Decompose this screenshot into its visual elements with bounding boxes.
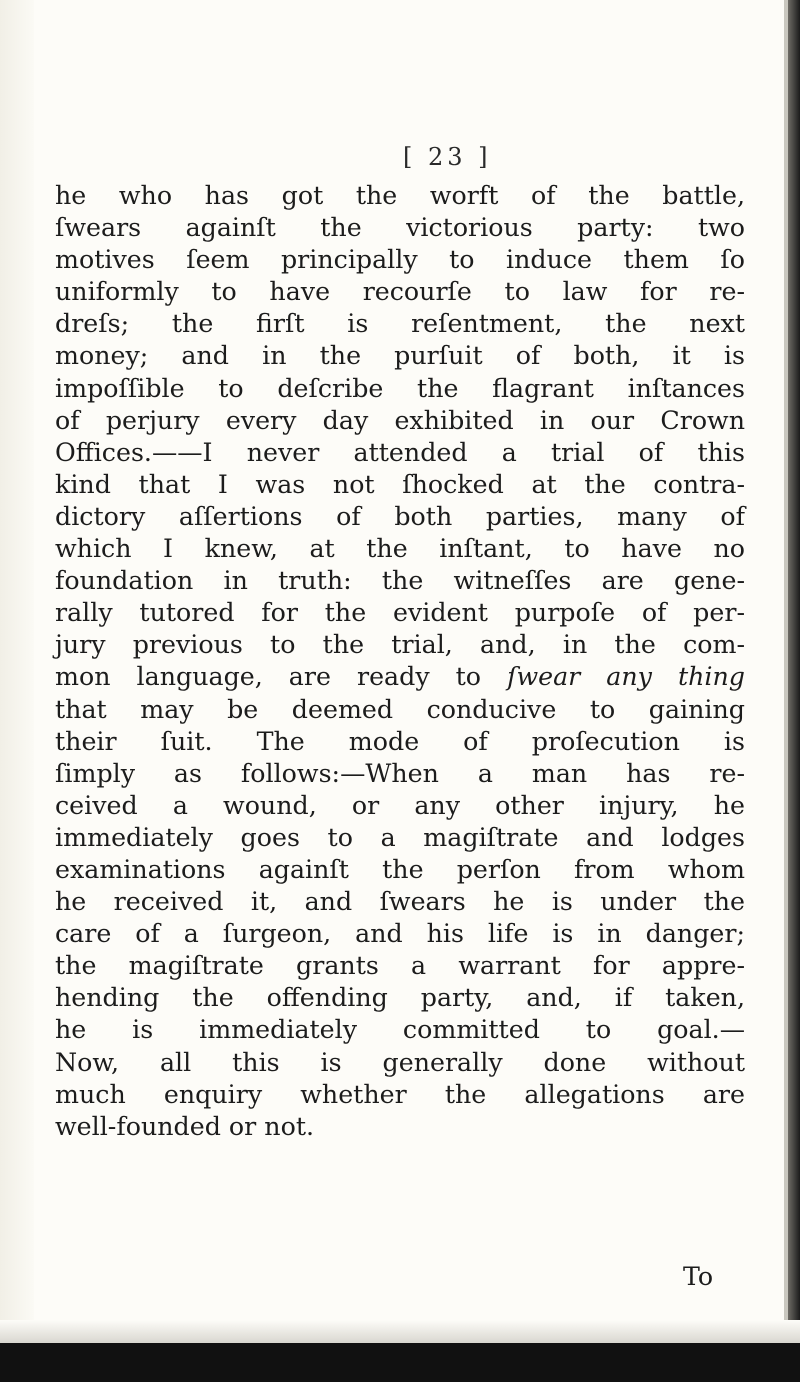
page-bottom-shadow [0,1320,800,1343]
text-line: uniformly to have recourſe to law for re- [55,277,745,307]
text-line: their ſuit. The mode of proſecution is [55,726,745,756]
text-line: hending the offending party, and, if taken, [55,983,745,1013]
text-line: motives ſeem principally to induce them ſo [55,245,745,275]
text-line: dreſs; the firſt is reſentment, the next [55,309,745,339]
page-gutter [0,0,34,1382]
scan-border-right [788,0,800,1382]
text-line: examinations againſt the perſon from whom [55,854,745,884]
page-number: [ 23 ] [403,143,492,171]
text-line: ſimply as follows:—When a man has re- [55,758,745,788]
catchword: To [683,1262,714,1291]
text-line: the magiſtrate grants a warrant for appre- [55,951,745,981]
text-line: care of a ſurgeon, and his life is in danger; [55,919,745,949]
text-line: much enquiry whether the allegations are [55,1079,745,1109]
text-line: ſwears againſt the victorious party: two [55,213,745,243]
body-text [55,180,745,1143]
text-line: jury previous to the trial, and, in the com- [55,630,745,660]
scan-border-bottom [0,1343,800,1382]
text-line: rally tutored for the evident purpoſe of per- [55,598,745,628]
italic-phrase: ſwear any thing [507,662,745,692]
text-line: Now, all this is generally done without [55,1047,745,1077]
text-line: that may be deemed conducive to gaining [55,694,745,724]
text-line: dictory aſſertions of both parties, many of [55,501,745,531]
text-line: kind that I was not ſhocked at the contra- [55,469,745,499]
text-line: mon language, are ready to [55,662,508,692]
text-line: he received it, and ſwears he is under the [55,887,745,917]
text-line: foundation in truth: the witneſſes are gene- [55,566,745,596]
text-line: of perjury every day exhibited in our Crown [55,405,745,435]
text-line: he who has got the worft of the battle, [55,181,745,210]
text-line-with-italic [55,661,745,693]
text-line: which I knew, at the inſtant, to have no [55,534,745,564]
text-line: Offices.——I never attended a trial of this [55,437,745,467]
text-line: impoſſible to deſcribe the flagrant inſtances [55,373,745,403]
text-line: he is immediately committed to goal.— [55,1015,745,1045]
text-line: money; and in the purſuit of both, it is [55,341,745,371]
text-line: ceived a wound, or any other injury, he [55,790,745,820]
text-line: well-founded or not. [55,1111,315,1141]
text-line: immediately goes to a magiſtrate and lodges [55,822,745,852]
